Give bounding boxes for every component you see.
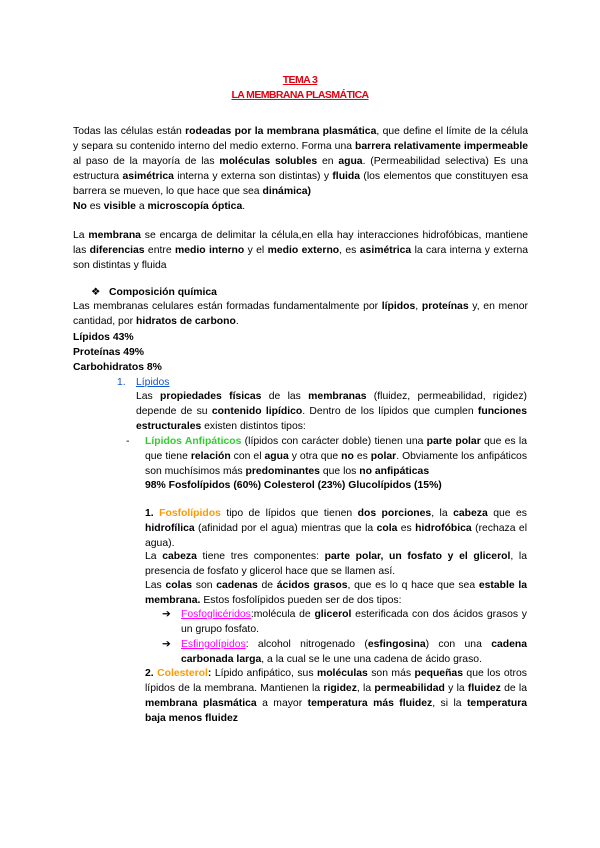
lipidos-link[interactable]: Lípidos	[136, 377, 170, 388]
esfingolipidos-item: Esfingolípidos: alcohol nitrogenado (esfingosina) con una cadena carbonada larga, a la cual se le une una cadena de ácido graso.	[181, 639, 527, 665]
intro-paragraph: Todas las células están rodeadas por la membrana plasmática, que define el límite de la célula y separa su contenido interno del medio externo. Forma una barrera relativamente impermeable al paso de la mayoría de las moléculas solubles en agua. (Permeabilidad selectiva) Es una estructura asimétrica interna y externa son distintas) y fluida (los elementos que constituyen esa barrera se mueven, lo que hace que sea dinámica)	[73, 126, 528, 197]
document-subtitle: LA MEMBRANA PLASMÁTICA	[231, 89, 369, 101]
section-heading: Composición química	[109, 287, 217, 298]
carbohidratos-percent: Carbohidratos 8%	[73, 362, 162, 373]
lipid-stats: 98% Fosfolípidos (60%) Colesterol (23%) Glucolípidos (15%)	[145, 480, 442, 491]
colesterol-paragraph: 2. Colesterol: Lípido anfipático, sus moléculas son más pequeñas que los otros lípidos de la membrana. Mantienen la rigidez, la permeabilidad y la fluidez de la membrana plasmática a mayor temperatura más fluidez, si la temperatura baja menos fluidez	[145, 668, 528, 724]
lipidos-percent: Lípidos 43%	[73, 332, 134, 343]
intro-visibility-line: No es visible a microscopía óptica.	[73, 201, 246, 212]
anfipaticos-paragraph: Lípidos Anfipáticos (lípidos con carácter doble) tienen una parte polar que es la que tiene relación con el agua y otra que no es polar. Obviamente los anfipáticos son muchísimos más predominantes que los no anfipáticas	[145, 436, 528, 477]
fosfogliceridos-item: Fosfoglicéridos:molécula de glicerol esterificada con dos ácidos grasos y un grupo fosfato.	[181, 609, 527, 635]
composition-paragraph: Las membranas celulares están formadas fundamentalmente por lípidos, proteínas y, en menor cantidad, por hidratos de carbono.	[73, 301, 528, 327]
arrow-icon: ➔	[162, 639, 171, 650]
membrane-paragraph: La membrana se encarga de delimitar la célula,en ella hay interacciones hidrofóbicas, mantiene las diferencias entre medio interno y el medio externo, es asimétrica la cara interna y externa son distintas y fluida	[73, 230, 529, 271]
diamond-bullet-icon: ❖	[91, 287, 101, 298]
fosfolipidos-paragraph: 1. Fosfolípidos tipo de lípidos que tienen dos porciones, la cabeza que es hidrofílica (afinidad por el agua) mientras que la cola es hidrofóbica (rechaza el agua).	[145, 508, 528, 549]
proteinas-percent: Proteínas 49%	[73, 347, 145, 358]
document-title: TEMA 3	[282, 74, 318, 86]
arrow-icon: ➔	[162, 609, 171, 620]
list-number: 1.	[117, 377, 126, 388]
dash-bullet: -	[126, 436, 130, 447]
lipidos-paragraph: Las propiedades físicas de las membranas (fluidez, permeabilidad, rigidez) depende de su contenido lipídico. Dentro de los lípidos que cumplen funciones estructurales existen distintos tipos:	[136, 391, 527, 432]
colas-paragraph: Las colas son cadenas de ácidos grasos, que es lo q hace que sea estable la membrana. Estos fosfolípidos pueden ser de dos tipos:	[145, 580, 527, 606]
cabeza-paragraph: La cabeza tiene tres componentes: parte polar, un fosfato y el glicerol, la presencia de fosfato y glicerol hace que se llamen así.	[145, 551, 527, 577]
